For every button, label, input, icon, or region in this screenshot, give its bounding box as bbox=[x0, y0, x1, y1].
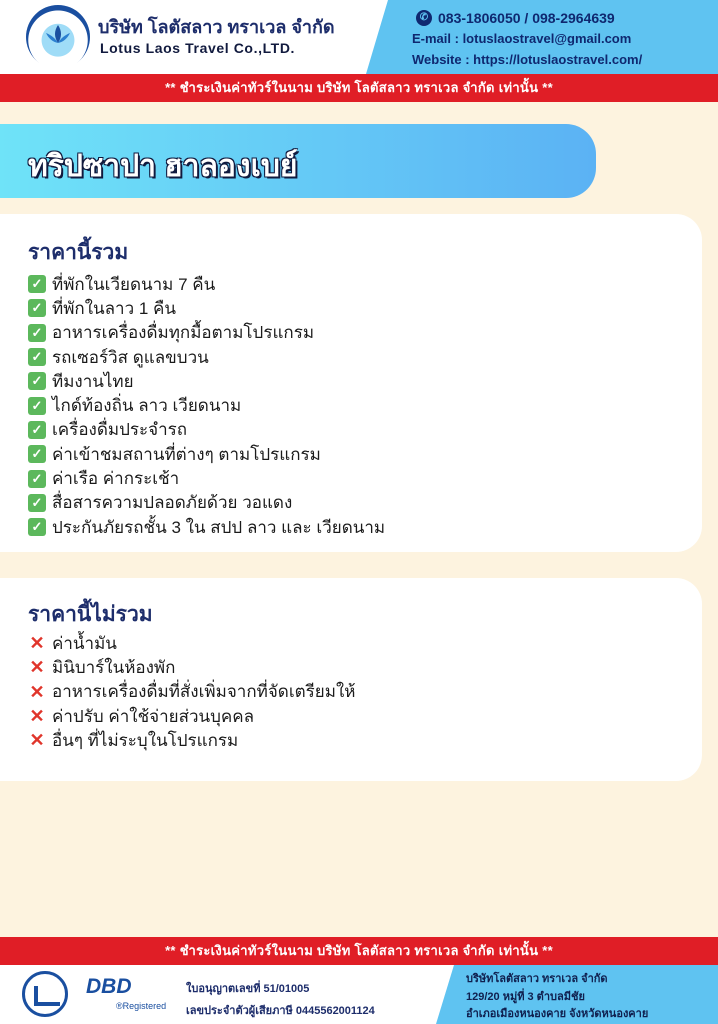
included-heading: ราคานี้รวม bbox=[28, 241, 129, 264]
check-icon: ✓ bbox=[28, 299, 46, 317]
included-card bbox=[0, 214, 702, 552]
list-item-text: ค่าปรับ ค่าใช้จ่ายส่วนบุคคล bbox=[52, 706, 255, 726]
address-district: อำเภอเมืองหนองคาย จังหวัดหนองคาย bbox=[466, 1008, 649, 1020]
list-item-text: มินิบาร์ในห้องพัก bbox=[52, 657, 176, 677]
check-icon: ✓ bbox=[28, 421, 46, 439]
list-item bbox=[28, 418, 385, 442]
included-list bbox=[28, 272, 385, 539]
list-item bbox=[28, 631, 355, 655]
check-icon: ✓ bbox=[28, 348, 46, 366]
check-icon: ✓ bbox=[28, 445, 46, 463]
list-item-text: อาหารเครื่องดื่มทุกมื้อตามโปรแกรม bbox=[52, 323, 315, 343]
list-item bbox=[28, 321, 385, 345]
check-icon: ✓ bbox=[28, 397, 46, 415]
check-icon: ✓ bbox=[28, 470, 46, 488]
check-icon: ✓ bbox=[28, 372, 46, 390]
list-item bbox=[28, 515, 385, 539]
dbd-registered-text: Registered bbox=[122, 1001, 167, 1011]
company-name-thai: บริษัท โลตัสลาว ทราเวล จำกัด bbox=[98, 17, 335, 37]
list-item bbox=[28, 466, 385, 490]
address-company: บริษัทโลตัสลาว ทราเวล จำกัด bbox=[466, 973, 608, 985]
list-item bbox=[28, 369, 385, 393]
check-icon: ✓ bbox=[28, 494, 46, 512]
list-item-text: ไกด์ท้องถิ่น ลาว เวียดนาม bbox=[52, 396, 242, 416]
cross-icon: ✕ bbox=[29, 657, 45, 678]
address-street: 129/20 หมู่ที่ 3 ตำบลมีชัย bbox=[466, 991, 585, 1003]
list-item-text: ค่าเรือ ค่ากระเช้า bbox=[52, 469, 180, 489]
payment-notice-top: ** ชำระเงินค่าทัวร์ในนาม บริษัท โลตัสลาว ทราเวล จำกัด เท่านั้น ** bbox=[0, 74, 718, 102]
header bbox=[0, 0, 718, 74]
list-item bbox=[28, 272, 385, 296]
list-item bbox=[28, 393, 385, 417]
list-item-text: อื่นๆ ที่ไม่ระบุในโปรแกรม bbox=[52, 730, 239, 750]
title-banner bbox=[0, 124, 596, 198]
list-item-text: เครื่องดื่มประจำรถ bbox=[52, 420, 188, 440]
excluded-card bbox=[0, 578, 702, 781]
list-item-text: ประกันภัยรถชั้น 3 ใน สปป ลาว และ เวียดนาม bbox=[52, 517, 386, 537]
list-item bbox=[28, 296, 385, 320]
cross-icon: ✕ bbox=[29, 706, 45, 727]
list-item bbox=[28, 655, 355, 679]
footer bbox=[0, 965, 718, 1024]
list-item bbox=[28, 680, 355, 704]
phone-icon: ✆ bbox=[416, 10, 432, 26]
list-item bbox=[28, 491, 385, 515]
license-number: ใบอนุญาตเลขที่ 51/01005 bbox=[186, 983, 310, 995]
list-item bbox=[28, 704, 355, 728]
company-name-english: Lotus Laos Travel Co.,LTD. bbox=[100, 40, 296, 56]
tax-id: เลขประจำตัวผู้เสียภาษี 0445562001124 bbox=[186, 1005, 375, 1017]
dbd-logo: DBD bbox=[86, 975, 132, 998]
page-title: ทริปซาปา ฮาลองเบย์ bbox=[28, 150, 298, 183]
list-item-text: สื่อสารความปลอดภัยด้วย วอแดง bbox=[52, 493, 293, 513]
phone-contact[interactable] bbox=[416, 10, 615, 26]
list-item-text: ค่าเข้าชมสถานที่ต่างๆ ตามโปรแกรม bbox=[52, 444, 321, 464]
list-item bbox=[28, 345, 385, 369]
list-item-text: ที่พักในลาว 1 คืน bbox=[52, 298, 177, 318]
list-item-text: อาหารเครื่องดื่มที่สั่งเพิ่มจากที่จัดเตรียมให้ bbox=[52, 682, 356, 702]
excluded-list bbox=[28, 631, 355, 752]
cross-icon: ✕ bbox=[29, 681, 45, 702]
website-link[interactable]: Website : https://lotuslaostravel.com/ bbox=[412, 52, 643, 67]
check-icon: ✓ bbox=[28, 518, 46, 536]
list-item-text: ที่พักในเวียดนาม 7 คืน bbox=[52, 274, 216, 294]
excluded-heading: ราคานี้ไม่รวม bbox=[28, 603, 153, 626]
list-item bbox=[28, 442, 385, 466]
payment-notice-bottom: ** ชำระเงินค่าทัวร์ในนาม บริษัท โลตัสลาว ทราเวล จำกัด เท่านั้น ** bbox=[0, 937, 718, 965]
cross-icon: ✕ bbox=[29, 730, 45, 751]
list-item bbox=[28, 728, 355, 752]
check-icon: ✓ bbox=[28, 324, 46, 342]
dbd-registered-label: ®Registered bbox=[116, 1001, 167, 1011]
phone-number[interactable]: 083-1806050 / 098-2964639 bbox=[438, 10, 615, 26]
check-icon: ✓ bbox=[28, 275, 46, 293]
list-item-text: ค่าน้ำมัน bbox=[52, 633, 117, 653]
email-contact[interactable]: E-mail : lotuslaostravel@gmail.com bbox=[412, 31, 632, 46]
lotus-logo-icon bbox=[43, 23, 73, 47]
list-item-text: ทีมงานไทย bbox=[52, 371, 134, 391]
cross-icon: ✕ bbox=[29, 633, 45, 654]
tourism-department-logo bbox=[22, 971, 68, 1017]
company-logo bbox=[26, 5, 90, 69]
list-item-text: รถเซอร์วิส ดูแลขบวน bbox=[52, 347, 209, 367]
